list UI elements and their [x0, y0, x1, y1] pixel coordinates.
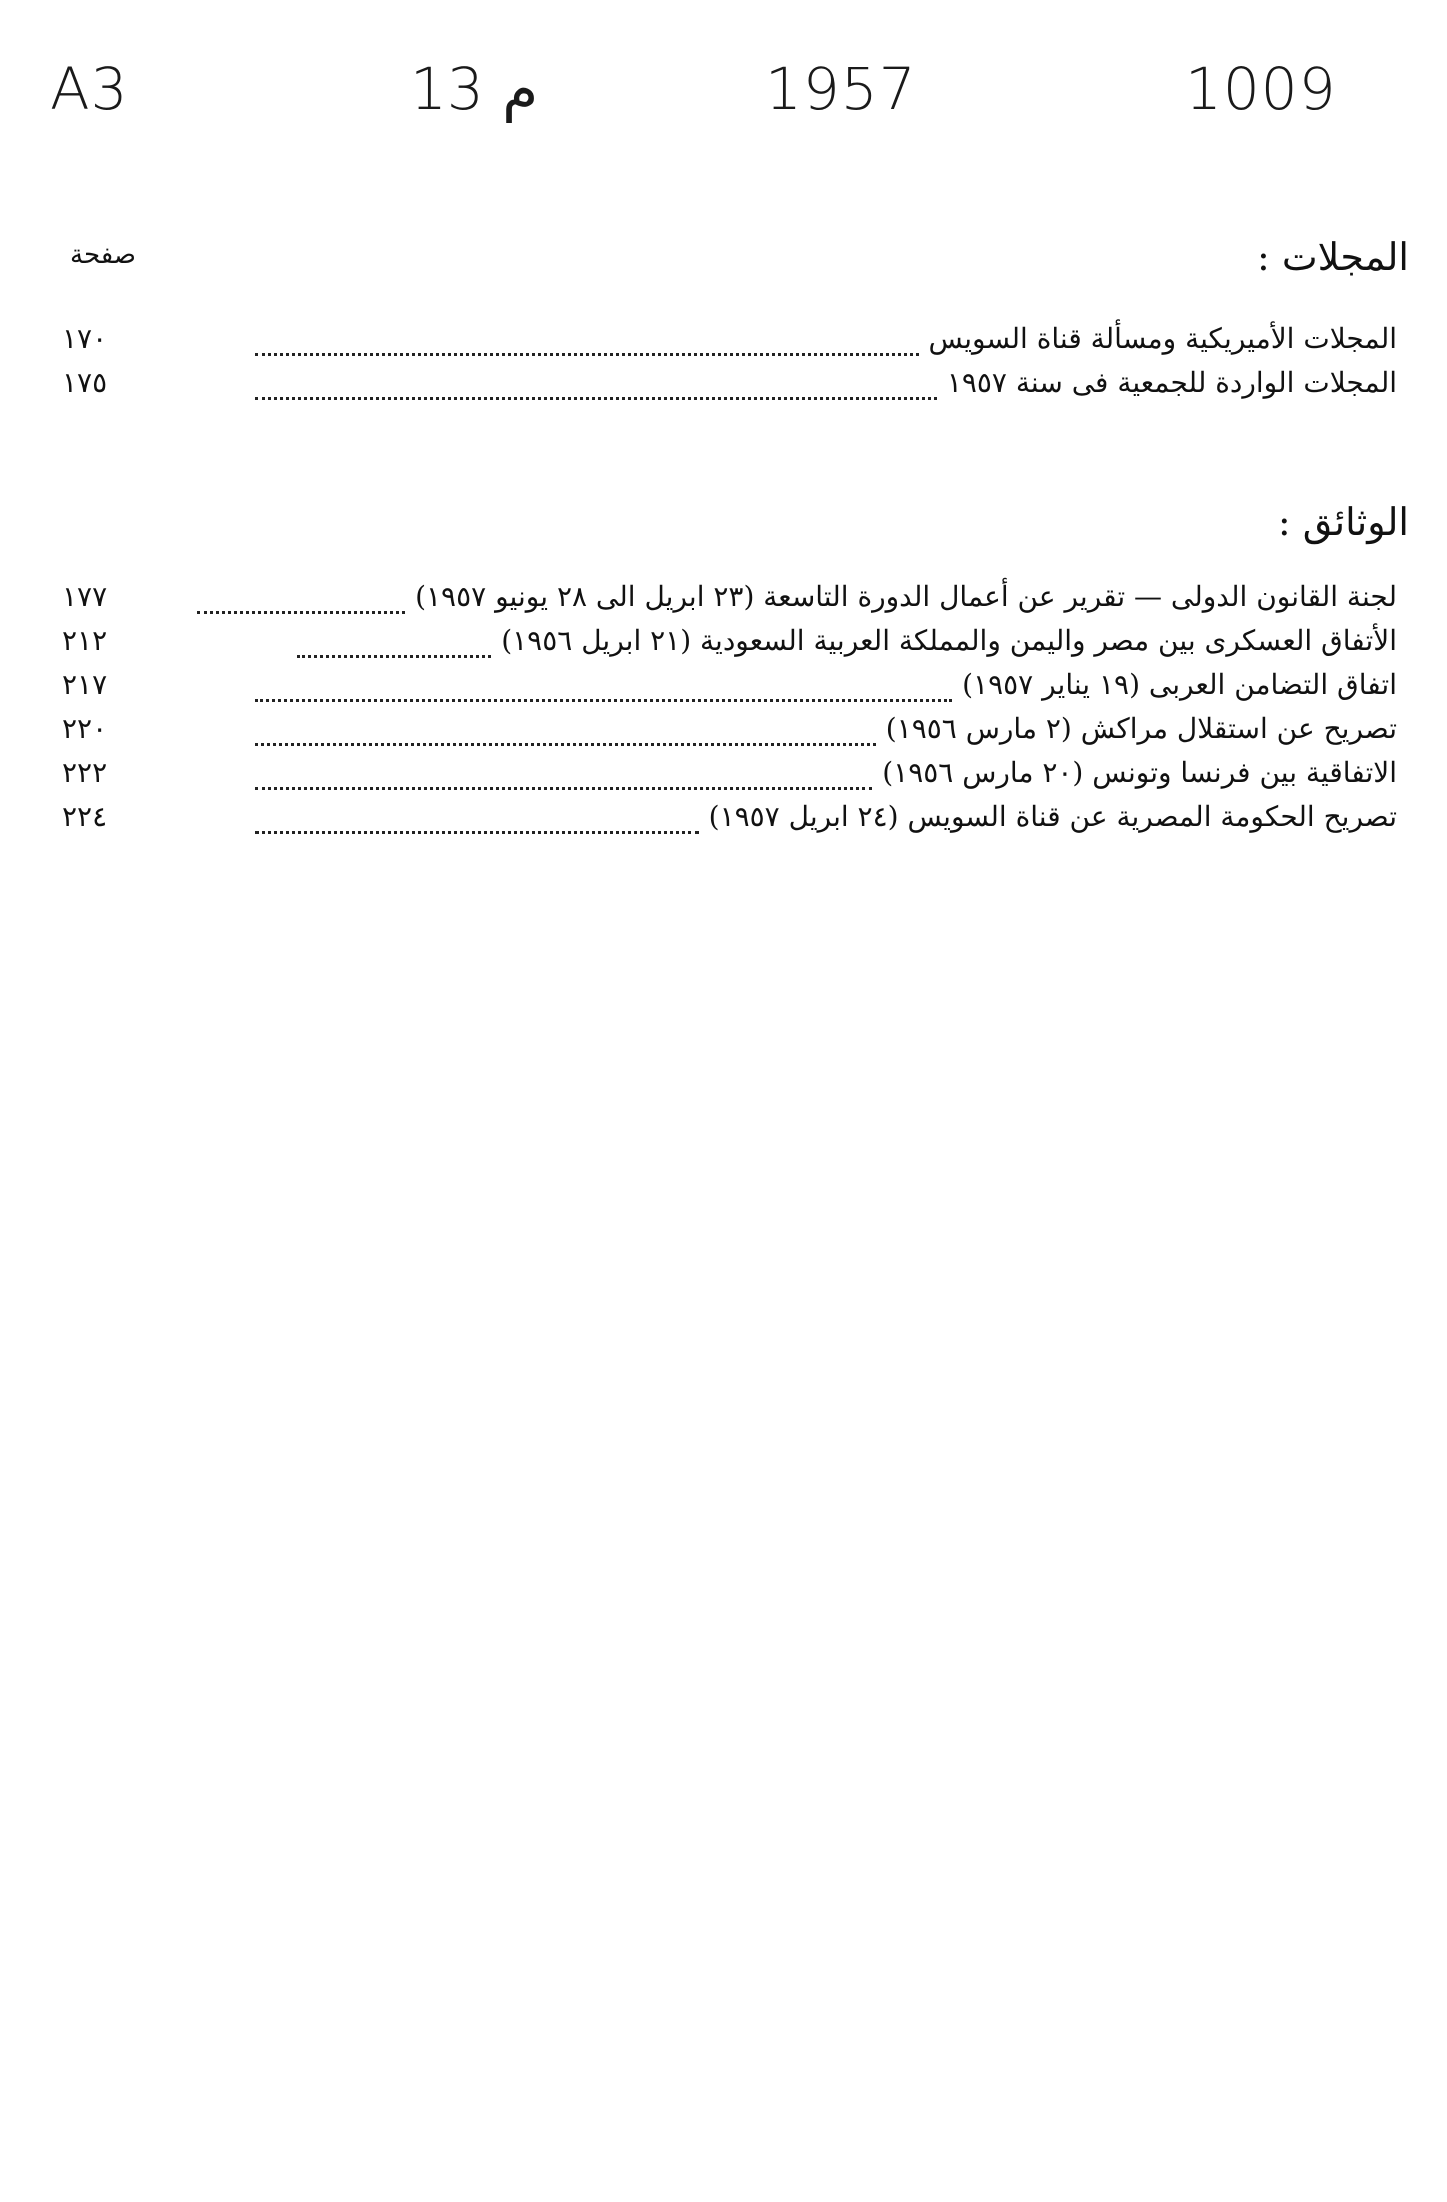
page-number: ٢١٧: [62, 668, 108, 701]
handwritten-number: 1009: [1185, 55, 1337, 123]
toc-entry: اتفاق التضامن العربى (١٩ يناير ١٩٥٧): [962, 668, 1397, 701]
leader-dots: [197, 611, 405, 614]
toc-row: [62, 580, 1397, 624]
page-number: ١٧٧: [62, 580, 108, 613]
leader-dots: [255, 699, 952, 702]
toc-entry: لجنة القانون الدولى — تقرير عن أعمال الدورة التاسعة (٢٣ ابريل الى ٢٨ يونيو ١٩٥٧): [415, 580, 1397, 613]
toc-journals: [62, 322, 1397, 410]
section-title-journals: المجلات :: [1257, 235, 1409, 279]
toc-entry: المجلات الواردة للجمعية فى سنة ١٩٥٧: [946, 366, 1397, 399]
toc-row: [62, 624, 1397, 668]
toc-row: [62, 712, 1397, 756]
leader-dots: [255, 787, 872, 790]
toc-row: [62, 668, 1397, 712]
leader-dots: [255, 397, 937, 400]
page-number: ١٧٠: [62, 322, 108, 355]
leader-dots: [297, 655, 491, 658]
section-title-documents: الوثائق :: [1277, 500, 1409, 544]
toc-entry: تصريح عن استقلال مراكش (٢ مارس ١٩٥٦): [885, 712, 1397, 745]
toc-row: [62, 322, 1397, 366]
page-number: ٢٢٤: [62, 800, 108, 833]
page-column-label: صفحة: [70, 240, 136, 270]
leader-dots: [255, 831, 699, 834]
page-number: ٢٢٢: [62, 756, 108, 789]
page-number: ٢٢٠: [62, 712, 108, 745]
toc-row: [62, 800, 1397, 844]
page-number: ١٧٥: [62, 366, 108, 399]
page-number: ٢١٢: [62, 624, 108, 657]
handwritten-ref-a: A3: [50, 55, 129, 123]
toc-documents: [62, 580, 1397, 844]
toc-row: [62, 756, 1397, 800]
toc-entry: الاتفاقية بين فرنسا وتونس (٢٠ مارس ١٩٥٦): [882, 756, 1397, 789]
toc-entry: الأتفاق العسكرى بين مصر واليمن والمملكة العربية السعودية (٢١ ابريل ١٩٥٦): [501, 624, 1397, 657]
toc-entry: المجلات الأميريكية ومسألة قناة السويس: [928, 322, 1397, 355]
leader-dots: [255, 743, 876, 746]
toc-entry: تصريح الحكومة المصرية عن قناة السويس (٢٤ ابريل ١٩٥٧): [708, 800, 1397, 833]
handwritten-year: 1957: [765, 55, 917, 123]
leader-dots: [255, 353, 919, 356]
handwritten-ref-b: 13 م: [410, 55, 539, 123]
toc-row: [62, 366, 1397, 410]
